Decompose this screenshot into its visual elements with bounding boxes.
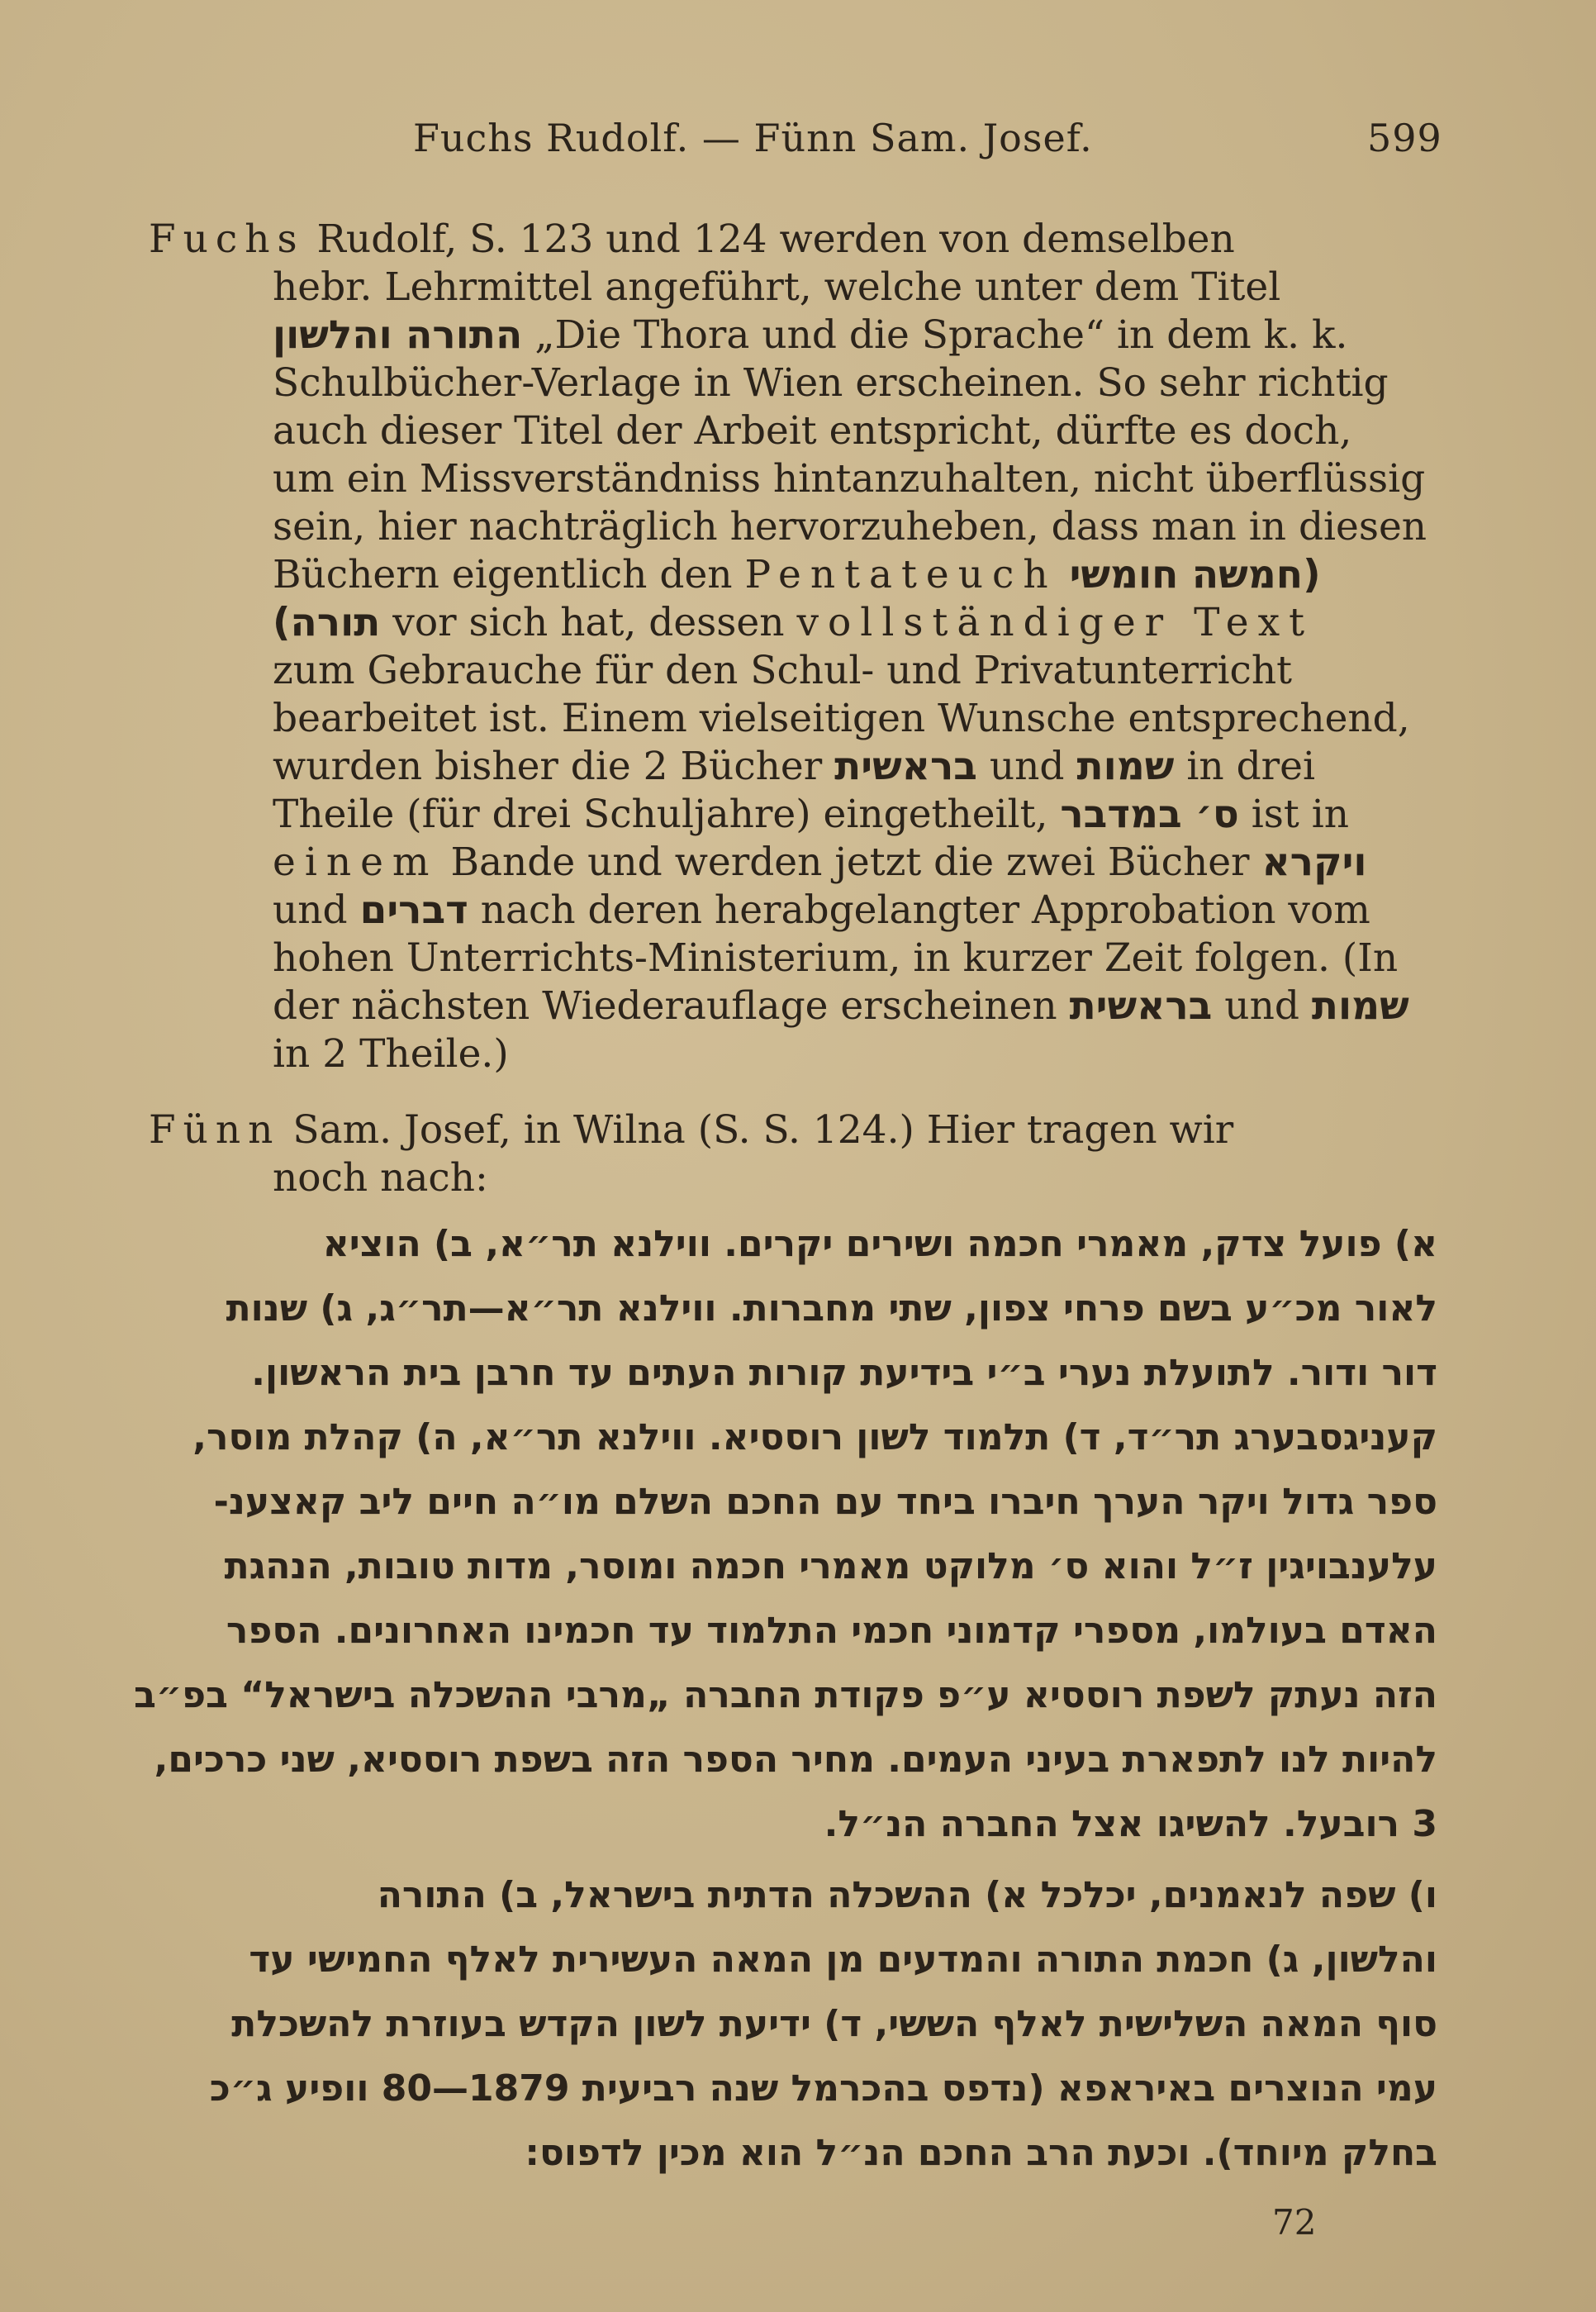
text-line: um ein Missverständniss hintanzuhalten, nicht überflüssig bbox=[273, 456, 1426, 502]
hebrew-line: עלענבויגין ז״ל והוא ס׳ מלוקט מאמרי חכמה ומוסר, מדות טובות, הנהגת bbox=[224, 1545, 1437, 1587]
text-fragment: Büchern eigentlich den bbox=[273, 552, 733, 597]
entry-name: Fünn bbox=[149, 1107, 281, 1153]
text-fragment: „Die Thora und die Sprache“ in dem k. k. bbox=[534, 312, 1348, 358]
page-number: 599 bbox=[1367, 116, 1442, 160]
text-line: auch dieser Titel der Arbeit entspricht, dürfte es doch, bbox=[273, 408, 1352, 454]
text-line: Rudolf, S. 123 und 124 werden von demselben bbox=[316, 216, 1235, 262]
hebrew-term: בראשית bbox=[1069, 983, 1213, 1029]
hebrew-paragraph-2 bbox=[149, 0, 1437, 2312]
hebrew-line: קעניגסבערג תר״ד, ד) תלמוד לשון רוססיא. ווילנא תר״א, ה) קהלת מוסר, bbox=[192, 1416, 1437, 1458]
text-line: Schulbücher-Verlage in Wien erscheinen. So sehr richtig bbox=[273, 360, 1389, 406]
hebrew-line: הזה נעתק לשפת רוססיא ע״פ פקודת החברה „מרבי ההשכלה בישראל“ בפ״ב bbox=[134, 1674, 1437, 1716]
hebrew-line: א) פועל צדק, מאמרי חכמה ושירים יקרים. ווילנא תר״א, ב) הוציא bbox=[322, 1223, 1437, 1265]
emphasized-word: einem bbox=[273, 840, 439, 885]
hebrew-line: והלשון, ג) חכמת התורה והמדעים מן המאה העשירית לאלף החמישי עד bbox=[249, 1939, 1437, 1981]
emphasized-word: vollständiger Text bbox=[796, 600, 1313, 645]
text-fragment: und bbox=[273, 887, 348, 933]
hebrew-line: ו) שפה לנאמנים, יכלכל א) ההשכלה הדתית בישראל, ב) התורה bbox=[377, 1874, 1437, 1916]
text-fragment: der nächsten Wiederauflage erscheinen bbox=[273, 983, 1057, 1029]
hebrew-line: להיות לנו לתפארת בעיני העמים. מחיר הספר הזה בשפת רוססיא, שני כרכים, bbox=[154, 1739, 1437, 1781]
hebrew-line: האדם בעולמו, מספרי קדמוני חכמי התלמוד עד חכמינו האחרונים. הספר bbox=[226, 1610, 1437, 1652]
text-fragment: wurden bisher die 2 Bücher bbox=[273, 744, 823, 789]
text-line: in 2 Theile.) bbox=[273, 1031, 509, 1077]
text-fragment: Theile (für drei Schuljahre) eingetheilt, bbox=[273, 792, 1048, 837]
hebrew-line: דור ודור. לתועלת נערי ב״י בידיעת קורות העתים עד חרבן בית הראשון. bbox=[251, 1352, 1437, 1394]
text-fragment: ist in bbox=[1251, 792, 1350, 837]
hebrew-term: ויקרא bbox=[1261, 840, 1367, 885]
hebrew-term: ס׳ במדבר bbox=[1060, 792, 1239, 837]
signature-number: 72 bbox=[1272, 2202, 1317, 2243]
entry-name: Fuchs bbox=[149, 216, 305, 262]
hebrew-line: סוף המאה השלישית לאלף הששי, ד) ידיעת לשון הקדש בעוזרת להשכלת bbox=[231, 2003, 1437, 2045]
text-fragment: und bbox=[1224, 983, 1299, 1029]
hebrew-term: בראשית bbox=[834, 744, 977, 789]
text-fragment: nach deren herabgelangter Approbation vom bbox=[480, 887, 1370, 933]
hebrew-term: שמות bbox=[1311, 983, 1409, 1029]
hebrew-term: שמות bbox=[1076, 744, 1175, 789]
text-line: bearbeitet ist. Einem vielseitigen Wunsche entsprechend, bbox=[273, 696, 1410, 741]
text-line: hebr. Lehrmittel angeführt, welche unter dem Titel bbox=[273, 264, 1281, 310]
text-line: sein, hier nachträglich hervorzuheben, dass man in diesen bbox=[273, 504, 1427, 549]
text-fragment: und bbox=[989, 744, 1065, 789]
text-line: noch nach: bbox=[273, 1155, 488, 1201]
hebrew-line: 3 רובעל. להשיגו אצל החברה הנ״ל. bbox=[824, 1803, 1437, 1845]
hebrew-term: תורה) bbox=[273, 600, 381, 645]
text-fragment: in drei bbox=[1186, 744, 1315, 789]
hebrew-line: בחלק מיוחד). וכעת הרב החכם הנ״ל הוא מכין לדפוס: bbox=[525, 2132, 1437, 2174]
text-line: hohen Unterrichts-Ministerium, in kurzer Zeit folgen. (In bbox=[273, 935, 1399, 981]
running-title: Fuchs Rudolf. — Fünn Sam. Josef. bbox=[413, 116, 1093, 160]
hebrew-term: דברים bbox=[359, 887, 468, 933]
text-line: Sam. Josef, in Wilna (S. S. 124.) Hier tragen wir bbox=[292, 1107, 1234, 1153]
hebrew-title: התורה והלשון bbox=[273, 312, 523, 358]
hebrew-line: עמי הנוצרים באיראפא (נדפס בהכרמל שנה רביעית 1879—80 וופיע ג״כ bbox=[209, 2067, 1437, 2110]
hebrew-term: (חמשה חומשי bbox=[1069, 552, 1321, 597]
text-fragment: vor sich hat, dessen bbox=[392, 600, 785, 645]
text-line: zum Gebrauche für den Schul- und Privatunterricht bbox=[273, 648, 1293, 693]
emphasized-word: Pentateuch bbox=[744, 552, 1057, 597]
text-fragment: Bande und werden jetzt die zwei Bücher bbox=[450, 840, 1250, 885]
hebrew-line: ספר גדול ויקר הערך חיברו ביחד עם החכם השלם מו״ה חיים ליב קאצענ- bbox=[213, 1481, 1437, 1523]
hebrew-line: לאור מכ״ע בשם פרחי צפון, שתי מחברות. ווילנא תר״א—תר״ג, ג) שנות bbox=[226, 1287, 1437, 1330]
